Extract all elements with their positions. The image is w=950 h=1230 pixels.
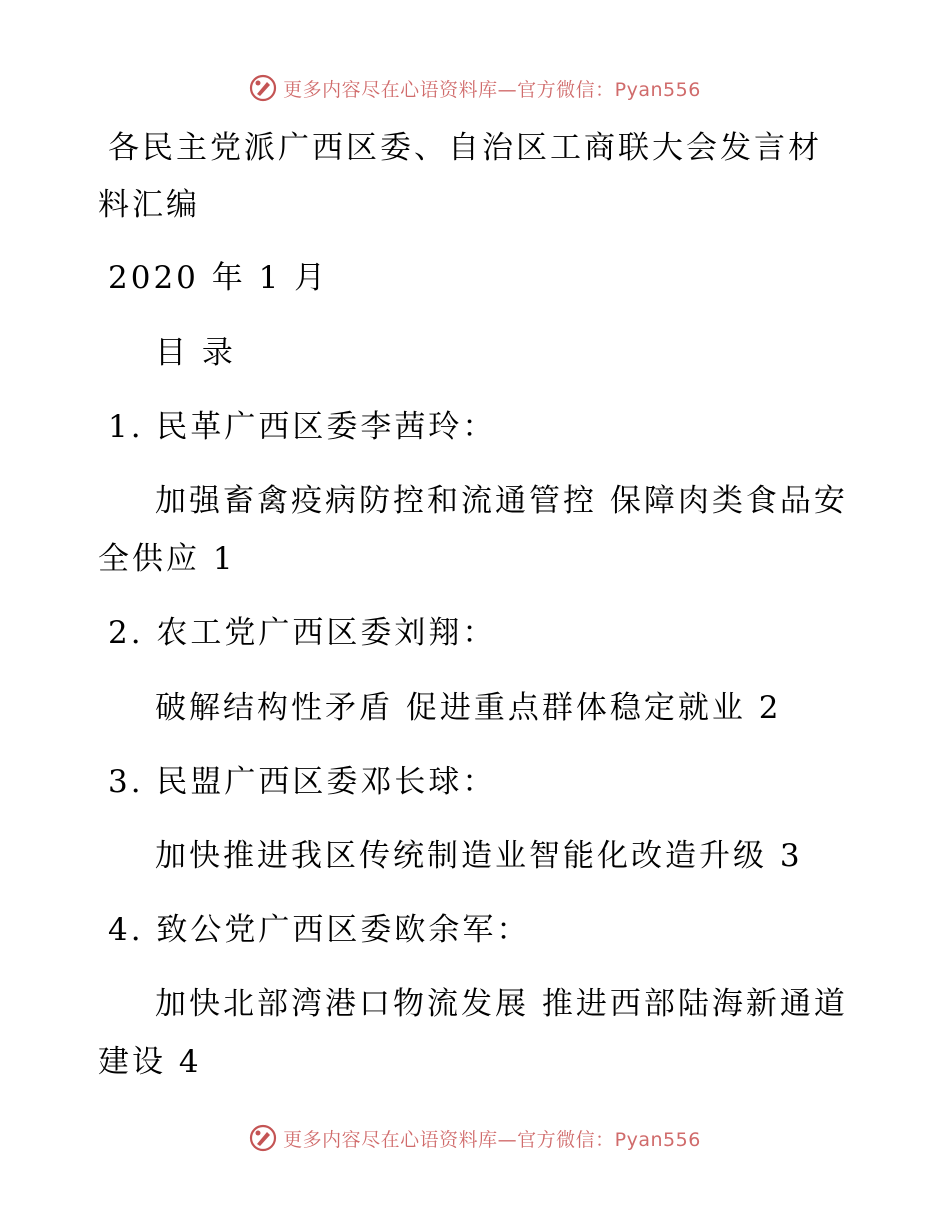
document-title-line-2: 料汇编 xyxy=(98,187,200,223)
watermark-footer xyxy=(0,1124,950,1152)
document-date: 2020 年 1 月 xyxy=(108,260,329,296)
toc-entry-2-heading: 2. 农工党广西区委刘翔： xyxy=(108,615,497,651)
toc-entry-3-heading: 3. 民盟广西区委邓长球： xyxy=(108,764,497,800)
watermark-header xyxy=(0,74,950,102)
document-title-line-1: 各民主党派广西区委、自治区工商联大会发言材 xyxy=(108,130,822,166)
logo-icon xyxy=(249,74,277,102)
toc-entry-1-title-line-1: 加强畜禽疫病防控和流通管控 保障肉类食品安 xyxy=(155,483,848,519)
toc-entry-1-title-line-2: 全供应 1 xyxy=(98,541,236,577)
toc-entry-3-title-line-1: 加快推进我区传统制造业智能化改造升级 3 xyxy=(155,838,803,874)
watermark-text: 更多内容尽在心语资料库—官方微信：Pyan556 xyxy=(283,1128,701,1151)
toc-entry-4-title-line-1: 加快北部湾港口物流发展 推进西部陆海新通道 xyxy=(155,986,848,1022)
toc-entry-1-heading: 1. 民革广西区委李茜玲： xyxy=(108,409,497,445)
toc-heading: 目 录 xyxy=(155,335,236,371)
logo-icon xyxy=(249,1124,277,1152)
toc-entry-4-title-line-2: 建设 4 xyxy=(98,1044,202,1080)
toc-entry-4-heading: 4. 致公党广西区委欧余军： xyxy=(108,912,531,948)
watermark-text: 更多内容尽在心语资料库—官方微信：Pyan556 xyxy=(283,78,701,101)
toc-entry-2-title-line-1: 破解结构性矛盾 促进重点群体稳定就业 2 xyxy=(155,690,782,726)
